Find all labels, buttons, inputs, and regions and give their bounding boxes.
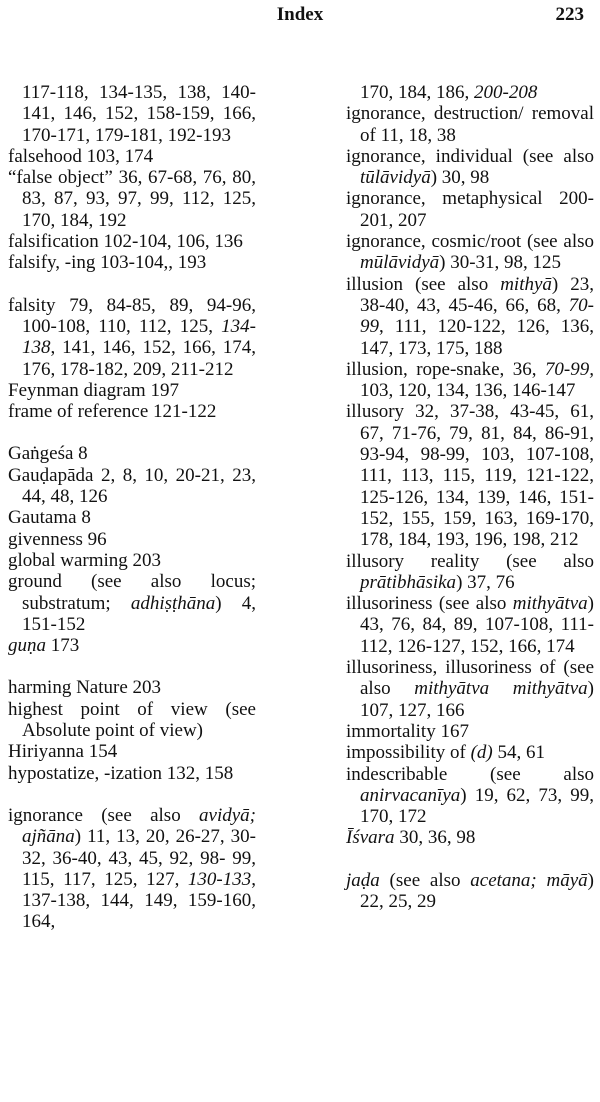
index-entry: hypostatize, -ization 132, 158: [8, 762, 234, 784]
index-entry: illusory reality (see also prātibhāsika) 37, 76: [346, 550, 594, 593]
index-entry: 117-118, 134-135, 138, 140-141, 146, 152, 158-159, 166, 170-171, 179-181, 192-193: [22, 82, 256, 146]
index-entry: ignorance, metaphysical 200-201, 207: [346, 188, 594, 231]
index-entry: Gauḍapāda 2, 8, 10, 20-21, 23, 44, 48, 126: [8, 464, 256, 508]
index-entry: “false object” 36, 67-68, 76, 80, 83, 87, 93, 97, 99, 112, 125, 170, 184, 192: [8, 167, 256, 231]
index-entry: immortality 167: [346, 720, 469, 742]
index-entry: harming Nature 203: [8, 677, 162, 699]
running-title: Index: [276, 4, 324, 25]
index-entry: falsify, -ing 103-104,, 193: [8, 252, 207, 274]
index-entry: Īśvara 30, 36, 98: [346, 827, 476, 849]
index-entry: givenness 96: [8, 528, 107, 550]
index-entry: illusoriness (see also mithyātva) 43, 76, 84, 89, 107-108, 111-112, 126-127, 152, 166, 174: [346, 593, 594, 657]
index-entry: falsehood 103, 174: [8, 145, 154, 167]
index-entry: illusoriness, illusoriness of (see also mithyātva mithyātva) 107, 127, 166: [346, 657, 594, 721]
index-entry: illusory 32, 37-38, 43-45, 61, 67, 71-76, 79, 81, 84, 86-91, 93-94, 98-99, 103, 107-108, 111, 113, 115, 119, 121-122, 125-126, 134, 139, 146, 151-152, 155, 159, 163, 169-170, 178, 184, 193, 196, 198, 212: [346, 401, 594, 551]
index-column-right: [346, 82, 594, 912]
index-column-left: [8, 82, 256, 933]
index-entry: illusion, rope-snake, 36, 70-99, 103, 120, 134, 136, 146-147: [346, 358, 594, 402]
index-entry: indescribable (see also anirvacanīya) 19, 62, 73, 99, 170, 172: [346, 763, 594, 828]
index-entry: frame of reference 121-122: [8, 401, 217, 423]
index-entry: ignorance, destruction/ removal of 11, 18, 38: [346, 103, 594, 146]
index-entry: impossibility of (d) 54, 61: [346, 742, 545, 764]
index-entry: 170, 184, 186, 200-208: [360, 82, 538, 103]
index-entry: Feynman diagram 197: [8, 379, 179, 401]
index-entry: Gautama 8: [8, 507, 91, 529]
index-entry: guṇa 173: [8, 635, 80, 657]
index-entry: global warming 203: [8, 549, 162, 571]
index-entry: ground (see also locus; substratum; adhiṣṭhāna) 4, 151-152: [8, 571, 256, 635]
index-entry: falsity 79, 84-85, 89, 94-96, 100-108, 110, 112, 125, 134-138, 141, 146, 152, 166, 174, 176, 178-182, 209, 211-212: [8, 294, 256, 380]
index-entry: ignorance (see also avidyā; ajñāna) 11, 13, 20, 26-27, 30-32, 36-40, 43, 45, 92, 98- 99, 115, 117, 125, 127, 130-133, 137-138, 144, 149, 159-160, 164,: [8, 804, 256, 933]
index-entry: Hiriyanna 154: [8, 741, 118, 763]
index-entry: ignorance, cosmic/root (see also mūlāvidyā) 30-31, 98, 125: [346, 231, 594, 274]
index-entry: ignorance, individual (see also tūlāvidyā) 30, 98: [346, 145, 594, 189]
index-entry: illusion (see also mithyā) 23, 38-40, 43, 45-46, 66, 68, 70-99, 111, 120-122, 126, 136, 147, 173, 175, 188: [346, 273, 594, 359]
index-entry: Gaṅgeśa 8: [8, 443, 88, 465]
page-number: 223: [555, 4, 584, 25]
index-entry: jaḍa (see also acetana; māyā) 22, 25, 29: [346, 869, 594, 912]
index-entry: falsification 102-104, 106, 136: [8, 231, 243, 253]
index-entry: highest point of view (see Absolute point of view): [8, 698, 256, 742]
